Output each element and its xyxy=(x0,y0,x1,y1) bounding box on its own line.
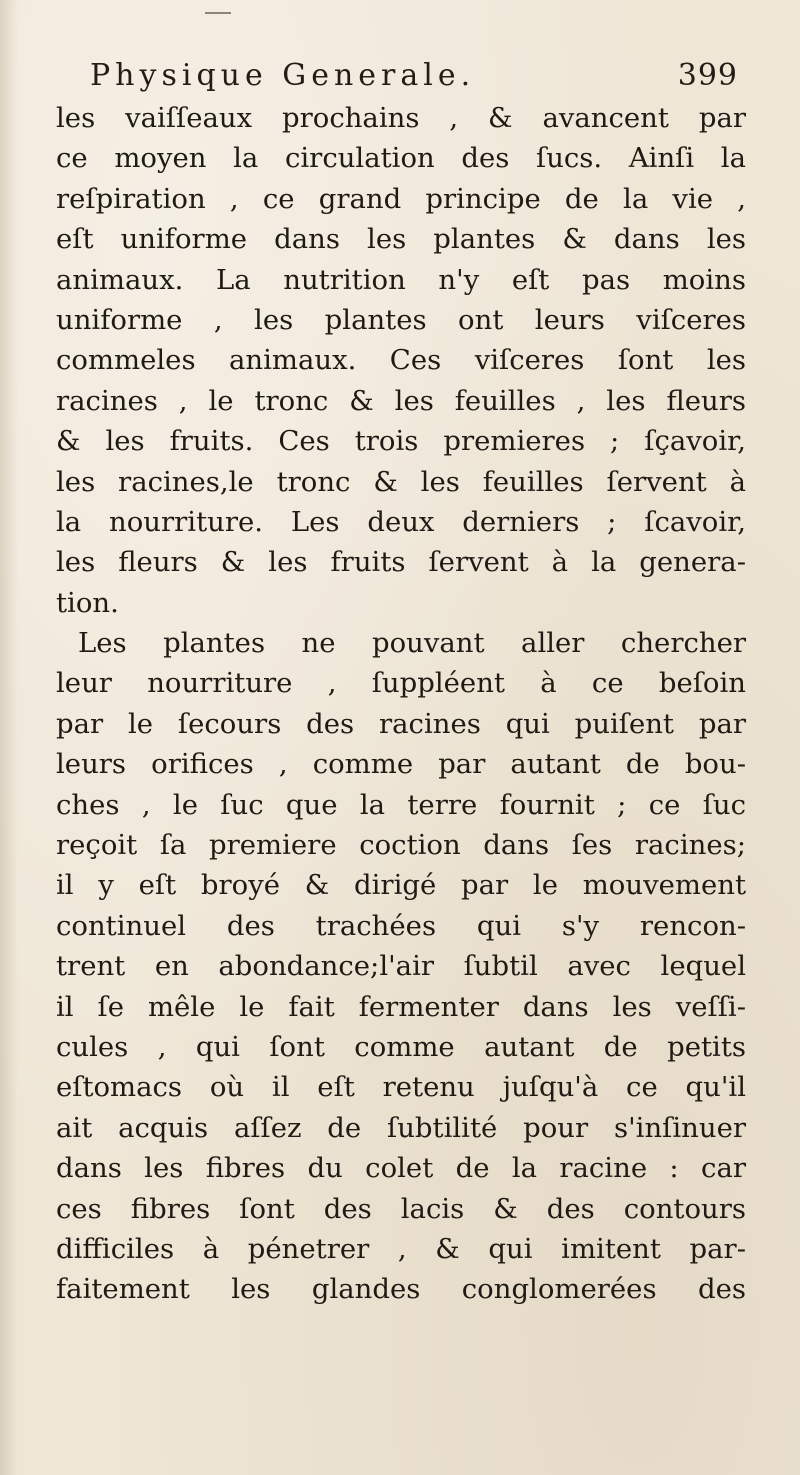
paragraph-1 xyxy=(56,98,746,623)
text-line: ce moyen la circulation des ſucs. Ainſi la xyxy=(56,142,746,175)
text-line: leur nourriture , ſuppléent à ce beſoin xyxy=(56,667,746,700)
text-line: dans les fibres du colet de la racine : car xyxy=(56,1152,746,1185)
text-line: les racines,le tronc & les feuilles ſervent à xyxy=(56,465,746,498)
text-line: ait acquis aſſez de ſubtilité pour s'inſinuer xyxy=(56,1111,746,1144)
text-line: il ſe mêle le fait fermenter dans les veſſi- xyxy=(56,990,746,1023)
text-line: Les plantes ne pouvant aller chercher xyxy=(78,627,746,660)
text-line: & les fruits. Ces trois premieres ; ſçavoir, xyxy=(56,425,746,458)
paragraph-2 xyxy=(56,623,746,1310)
text-line: ches , le ſuc que la terre fournit ; ce ſuc xyxy=(56,788,746,821)
text-line: continuel des trachées qui s'y rencon- xyxy=(56,909,746,942)
text-line: difficiles à pénetrer , & qui imitent par- xyxy=(56,1232,746,1265)
running-title: Physique Generale. xyxy=(90,58,476,93)
text-line: faitement les glandes conglomerées des xyxy=(56,1273,746,1306)
text-line: eſtomacs où il eſt retenu juſqu'à ce qu'il xyxy=(56,1071,746,1104)
text-line: leurs orifices , comme par autant de bou- xyxy=(56,748,746,781)
text-line: les fleurs & les fruits ſervent à la genera- xyxy=(56,546,746,579)
text-line: tion. xyxy=(56,586,119,619)
page-edge-shadow xyxy=(0,0,18,1475)
text-line: par le ſecours des racines qui puiſent par xyxy=(56,707,746,740)
text-line: ces fibres ſont des lacis & des contours xyxy=(56,1192,746,1225)
text-line: la nourriture. Les deux derniers ; ſcavoir, xyxy=(56,505,746,538)
text-line: cules , qui ſont comme autant de petits xyxy=(56,1030,746,1063)
body-text xyxy=(56,98,746,1310)
text-line: eſt uniforme dans les plantes & dans les xyxy=(56,223,746,256)
text-line: il y eſt broyé & dirigé par le mouvement xyxy=(56,869,746,902)
text-line: reçoit ſa premiere coction dans ſes racines; xyxy=(56,829,746,862)
text-line: commeles animaux. Ces viſceres ſont les xyxy=(56,344,746,377)
text-line: les vaiſſeaux prochains , & avancent par xyxy=(56,102,746,134)
running-head xyxy=(90,58,738,93)
text-line: animaux. La nutrition n'y eſt pas moins xyxy=(56,263,746,296)
text-line: trent en abondance;l'air ſubtil avec lequel xyxy=(56,950,746,983)
text-line: reſpiration , ce grand principe de la vie , xyxy=(56,182,746,215)
text-line: racines , le tronc & les feuilles , les fleurs xyxy=(56,384,746,417)
text-line: uniforme , les plantes ont leurs viſceres xyxy=(56,303,746,336)
page-number: 399 xyxy=(677,58,738,93)
top-ink-mark xyxy=(205,12,231,14)
